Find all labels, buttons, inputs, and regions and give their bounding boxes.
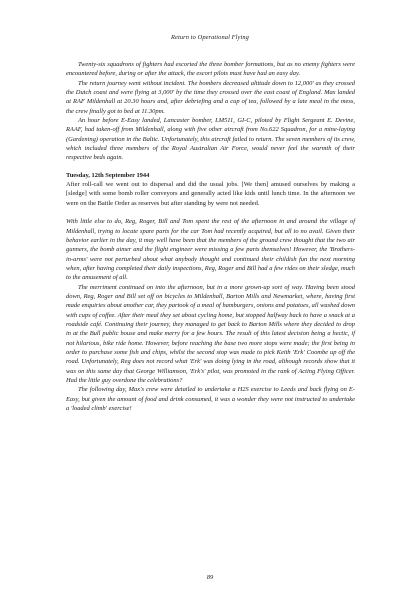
paragraph-afternoon-village: With little else to do, Reg, Roger, Bill and Tom spent the rest of the afternoon in and around the village of Mildenhall, trying to locate spare parts for the car Tom had recently acquired, but all to no avail. Given their behavior earlier in the day, it may well have been that the members of the ground crew thought that the two air gunners, the bomb aimer and the flight engineer were missing a few parts themselves! However, the 'Brothers-in-arms' were not perturbed about what anybody thought and continued their childish fun the next morning when, after having completed their daily inspections, Reg, Roger and Bill had a few rides on their sledge, much to the amusement of all.	[66, 218, 355, 282]
page-number: 89	[206, 574, 214, 581]
paragraph-return-journey: The return journey went without incident. The bombers decreased altitude down to 12,000' as they crossed the Dutch coast and were flying at 3,000' by the time they crossed over the east coast of England. Max landed at RAF Mildenhall at 20.30 hours and, after debriefing and a cup of tea, followed by a late meal in the mess, the crew finally got to bed at 11.30pm.	[66, 79, 355, 115]
paragraph-fighter-escort: Twenty-six squadrons of fighters had escorted the three bomber formations, but as no enemy fighters were encountered before, during or after the attack, the escort pilots must have had an easy day.	[66, 61, 355, 78]
diary-entry-heading: Tuesday, 12th September 1944	[66, 171, 150, 179]
diary-entry-text: After roll-call we went out to dispersal and did the usual jobs. [We then] amused ourselves by making a [sledge] with some bomb roller conveyors and generally acted like kids until lunch time. In the afternoon we were on the Battle Order as reserves but after standing by were not needed.	[66, 181, 355, 207]
paragraph-merriment: The merriment continued on into the afternoon, but in a more grown-up sort of way. Having been stood down, Reg, Roger and Bill set off on bicycles to Mildenhall, Barton Mills and Newmarket, where, having first made enquiries about another car, they partook of a meal of hamburgers, onions and potatoes, all washed down with cups of coffee. After their meal they set about cycling home, but stopped halfway back to have a snack at a roadside café. Continuing their journey, they managed to get back to Barton Mills where they decided to drop in at the Bull public house and make merry for a few hours. The result of this latest decision being a hectic, if not hilarious, bike ride home. However, before reaching the base two more stops were made; the first being in order to purchase some fish and chips, whilst the second stop was made to pick Keith 'Erk' Coombe up off the road. Unfortunately, Reg does not record what 'Erk' was doing lying in the road, although records show that it was on this same day that George Williamson, 'Erk's' pilot, was promoted in the rank of Acting Flying Officer. Had the little guy overdone the celebrations?	[66, 283, 355, 384]
paragraph-lm511-loss: An hour before E-Easy landed, Lancaster bomber, LM511, GI-C, piloted by Flight Sergeant E. Devine, RAAF, had taken-off from Mildenhall, along with five other aircraft from No.622 Squadron, for a mine-laying (Gardening) operation in the Baltic. Unfortunately, this aircraft failed to return. The seven members of its crew, which included three members of the Royal Australian Air Force, would never feel the warmth of their respective beds again.	[66, 117, 355, 162]
page-body	[66, 60, 355, 413]
running-head: Return to Operational Flying	[171, 34, 249, 41]
paragraph-h2s-exercise: The following day, Max's crew were detailed to undertake a H2S exercise to Leeds and back flying on E-Easy, but given the amount of food and drink consumed, it was a wonder they were not instructed to undertake a 'loaded climb' exercise!	[66, 386, 355, 413]
